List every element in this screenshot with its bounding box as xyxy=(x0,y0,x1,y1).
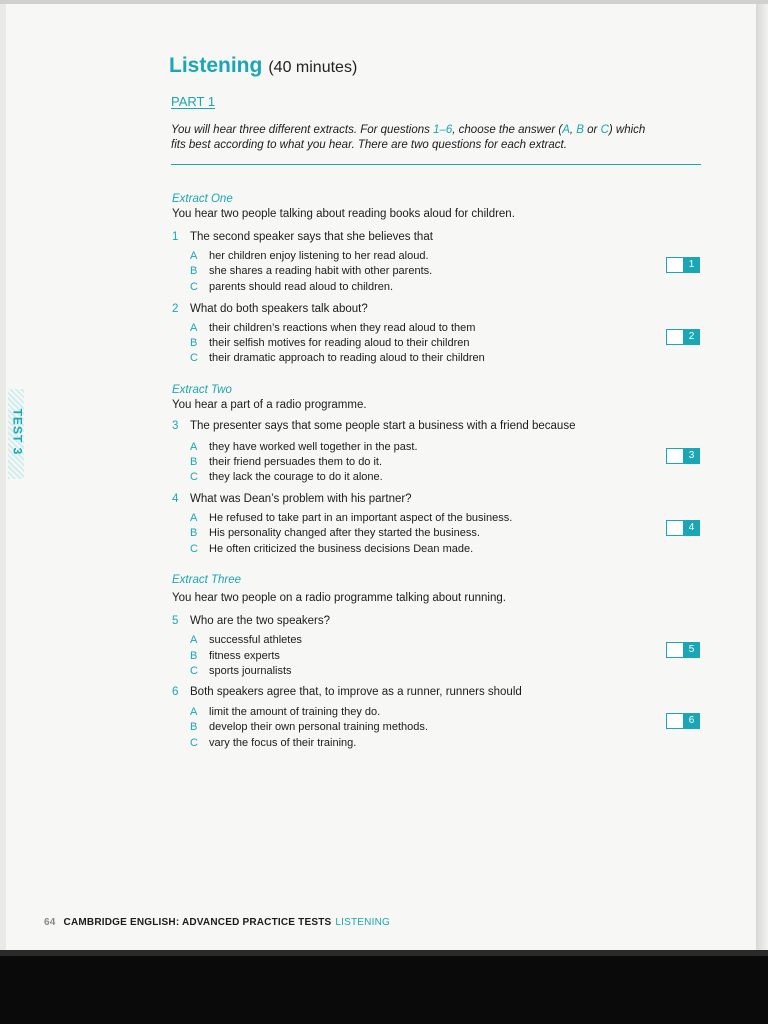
option-text: He refused to take part in an important aspect of the business. xyxy=(209,512,513,524)
option xyxy=(190,512,512,524)
option xyxy=(190,281,393,293)
option-letter: A xyxy=(190,512,198,524)
option-letter: C xyxy=(190,281,198,293)
answer-field[interactable] xyxy=(666,713,684,729)
option-letter: B xyxy=(190,265,198,277)
option-text: her children enjoy listening to her read aloud. xyxy=(209,250,429,262)
option-text: vary the focus of their training. xyxy=(209,737,357,749)
option xyxy=(190,650,280,662)
option-text: she shares a reading habit with other parents. xyxy=(209,265,433,277)
question-number: 6 xyxy=(172,686,179,698)
divider-rule xyxy=(171,164,701,165)
answer-number: 5 xyxy=(683,642,700,658)
footer-section: LISTENING xyxy=(335,917,390,928)
answer-field[interactable] xyxy=(666,257,684,273)
option-letter: A xyxy=(190,441,198,453)
question-number: 5 xyxy=(172,615,179,627)
answer-field[interactable] xyxy=(666,520,684,536)
page-edge-shadow xyxy=(756,4,768,950)
option-text: their friend persuades them to do it. xyxy=(209,456,383,468)
option-text: parents should read aloud to children. xyxy=(209,281,394,293)
instructions-line-2: fits best according to what you hear. There are two questions for each extract. xyxy=(171,139,567,151)
question-text: The presenter says that some people start a business with a friend because xyxy=(190,420,576,432)
question-text: Both speakers agree that, to improve as a runner, runners should xyxy=(190,686,522,698)
question-6 xyxy=(172,686,522,698)
answer-field[interactable] xyxy=(666,329,684,345)
option-letter: B xyxy=(190,337,198,349)
question-4 xyxy=(172,493,412,505)
question-number: 2 xyxy=(172,303,179,315)
question-number: 4 xyxy=(172,493,179,505)
extract-title: Extract Two xyxy=(172,384,232,396)
page-footer xyxy=(44,917,390,928)
option-text: successful athletes xyxy=(209,634,302,646)
option xyxy=(190,706,380,718)
answer-number: 4 xyxy=(683,520,700,536)
test-side-tab xyxy=(8,389,24,479)
option-letter: B xyxy=(190,721,198,733)
answer-field[interactable] xyxy=(666,642,684,658)
question-2 xyxy=(172,303,368,315)
option-letter: B xyxy=(190,527,198,539)
instructions-separator: , xyxy=(569,124,577,136)
option xyxy=(190,456,382,468)
answer-box-4[interactable] xyxy=(666,520,700,536)
document-page xyxy=(6,4,756,950)
answer-number: 2 xyxy=(683,329,700,345)
option-text: their children’s reactions when they read aloud to them xyxy=(209,322,476,334)
option-text: their dramatic approach to reading aloud to their children xyxy=(209,352,485,364)
option xyxy=(190,471,383,483)
option xyxy=(190,737,356,749)
extract-description: You hear two people talking about reading books aloud for children. xyxy=(172,208,515,220)
question-text: The second speaker says that she believes that xyxy=(190,231,433,243)
option xyxy=(190,543,473,555)
instructions-letter-b: B xyxy=(576,124,584,136)
page-title xyxy=(169,54,357,78)
extract-description: You hear a part of a radio programme. xyxy=(172,399,367,411)
option-letter: A xyxy=(190,250,198,262)
part-heading: PART 1 xyxy=(171,94,216,109)
option xyxy=(190,265,432,277)
option-letter: B xyxy=(190,456,198,468)
test-side-tab-label: TEST 3 xyxy=(10,408,25,456)
extract-description: You hear two people on a radio programme talking about running. xyxy=(172,592,506,604)
answer-field[interactable] xyxy=(666,448,684,464)
option xyxy=(190,634,302,646)
answer-box-6[interactable] xyxy=(666,713,700,729)
question-number: 3 xyxy=(172,420,179,432)
answer-box-1[interactable] xyxy=(666,257,700,273)
answer-number: 1 xyxy=(683,257,700,273)
answer-number: 6 xyxy=(683,713,700,729)
answer-box-5[interactable] xyxy=(666,642,700,658)
question-5 xyxy=(172,615,330,627)
book-title: CAMBRIDGE ENGLISH: ADVANCED PRACTICE TESTS xyxy=(63,917,332,928)
section-duration: (40 minutes) xyxy=(268,59,358,76)
answer-box-3[interactable] xyxy=(666,448,700,464)
instructions-letter-a: A xyxy=(562,124,570,136)
option-text: His personality changed after they started the business. xyxy=(209,527,480,539)
scan-bottom-strip xyxy=(0,950,768,956)
extract-title: Extract Three xyxy=(172,574,242,586)
option-text: limit the amount of training they do. xyxy=(209,706,381,718)
option-letter: A xyxy=(190,634,198,646)
option-letter: C xyxy=(190,543,198,555)
extract-title: Extract One xyxy=(172,193,233,205)
option-letter: C xyxy=(190,737,198,749)
option-letter: B xyxy=(190,650,198,662)
option xyxy=(190,250,429,262)
question-1 xyxy=(172,231,433,243)
instructions-text: You will hear three different extracts. For questions xyxy=(171,124,434,136)
option-text: they have worked well together in the past. xyxy=(209,441,418,453)
option-letter: A xyxy=(190,322,198,334)
option xyxy=(190,665,292,677)
question-text: What do both speakers talk about? xyxy=(190,303,368,315)
option xyxy=(190,441,418,453)
option-text: fitness experts xyxy=(209,650,280,662)
question-number: 1 xyxy=(172,231,179,243)
option xyxy=(190,322,475,334)
instructions-text: ) which xyxy=(608,124,646,136)
option-letter: C xyxy=(190,471,198,483)
option-text: their selfish motives for reading aloud to their children xyxy=(209,337,470,349)
answer-box-2[interactable] xyxy=(666,329,700,345)
instructions-range: 1–6 xyxy=(433,124,453,136)
scan-bottom-border xyxy=(0,950,768,1024)
question-text: Who are the two speakers? xyxy=(190,615,330,627)
section-title: Listening xyxy=(169,54,263,77)
instructions-letter-c: C xyxy=(600,124,609,136)
question-text: What was Dean’s problem with his partner? xyxy=(190,493,412,505)
option-letter: C xyxy=(190,352,198,364)
option-text: develop their own personal training methods. xyxy=(209,721,428,733)
option-text: sports journalists xyxy=(209,665,292,677)
option xyxy=(190,527,480,539)
option-text: they lack the courage to do it alone. xyxy=(209,471,383,483)
option-letter: C xyxy=(190,665,198,677)
page-number: 64 xyxy=(44,917,56,928)
instructions-or: or xyxy=(583,124,601,136)
option-text: He often criticized the business decisions Dean made. xyxy=(209,543,474,555)
question-3 xyxy=(172,420,575,432)
option xyxy=(190,721,428,733)
option xyxy=(190,352,485,364)
option-letter: A xyxy=(190,706,198,718)
option xyxy=(190,337,469,349)
answer-number: 3 xyxy=(683,448,700,464)
instructions xyxy=(171,123,711,153)
instructions-text: , choose the answer ( xyxy=(452,124,563,136)
